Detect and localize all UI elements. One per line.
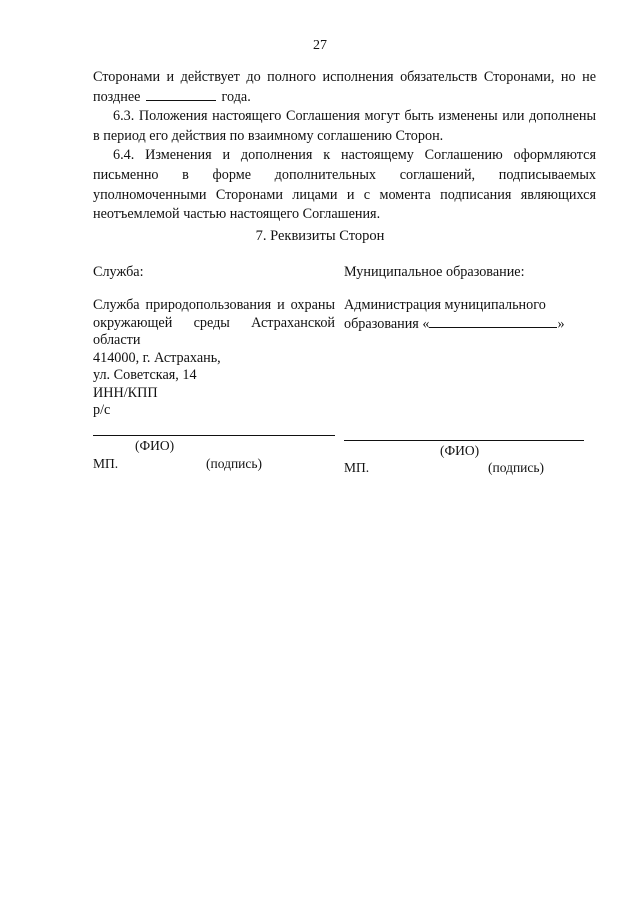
- right-signature-line: [344, 440, 584, 441]
- paragraph-6-3: 6.3. Положения настоящего Соглашения могут быть изменены или дополнены в период его действия по взаимному соглашению Сторон.: [93, 108, 596, 144]
- left-party-street: ул. Советская, 14: [93, 367, 197, 383]
- municipality-blank: [429, 315, 557, 328]
- left-party-details: [93, 297, 335, 420]
- right-signature-label: (подпись): [488, 460, 545, 475]
- right-mp-label: МП.: [344, 460, 370, 475]
- right-party-name-line1: Администрация муниципального: [344, 297, 546, 313]
- left-party-name: Служба природопользования и охраны окружающей среды Астраханской области: [93, 297, 335, 348]
- date-blank: [146, 88, 216, 101]
- left-party-inn-kpp: ИНН/КПП: [93, 384, 158, 401]
- left-fio-label: (ФИО): [135, 438, 175, 453]
- left-party-heading: Служба:: [93, 264, 144, 280]
- right-party-prefix: образования «: [344, 315, 430, 332]
- left-mp-label: МП.: [93, 456, 119, 471]
- left-signature-label: (подпись): [206, 456, 263, 471]
- agreement-text: [93, 68, 596, 225]
- right-fio-label: (ФИО): [440, 443, 480, 458]
- left-signature-line: [93, 435, 335, 436]
- paragraph-term-text: Сторонами и действует до полного исполнения обязательств Сторонами, но не позднее: [93, 69, 596, 105]
- paragraph-6-4: 6.4. Изменения и дополнения к настоящему Соглашению оформляются письменно в форме дополнительных соглашений, подписываемых уполномоченными Сторонами лицами и с момента подписания являющихся неотъемлемой частью настоящего Соглашения.: [93, 147, 596, 223]
- paragraph-term-suffix: года.: [221, 88, 251, 105]
- right-party-details: [344, 297, 596, 333]
- paragraph-term: [93, 68, 596, 107]
- right-party-heading: Муниципальное образование:: [344, 264, 525, 280]
- right-party-name-line2: [344, 315, 596, 334]
- page-number: 27: [313, 38, 327, 53]
- left-party-account: р/с: [93, 402, 111, 418]
- right-party-suffix: »: [557, 315, 565, 332]
- section-title: 7. Реквизиты Сторон: [255, 228, 385, 244]
- left-party-postcode-city: 414000, г. Астрахань,: [93, 349, 221, 366]
